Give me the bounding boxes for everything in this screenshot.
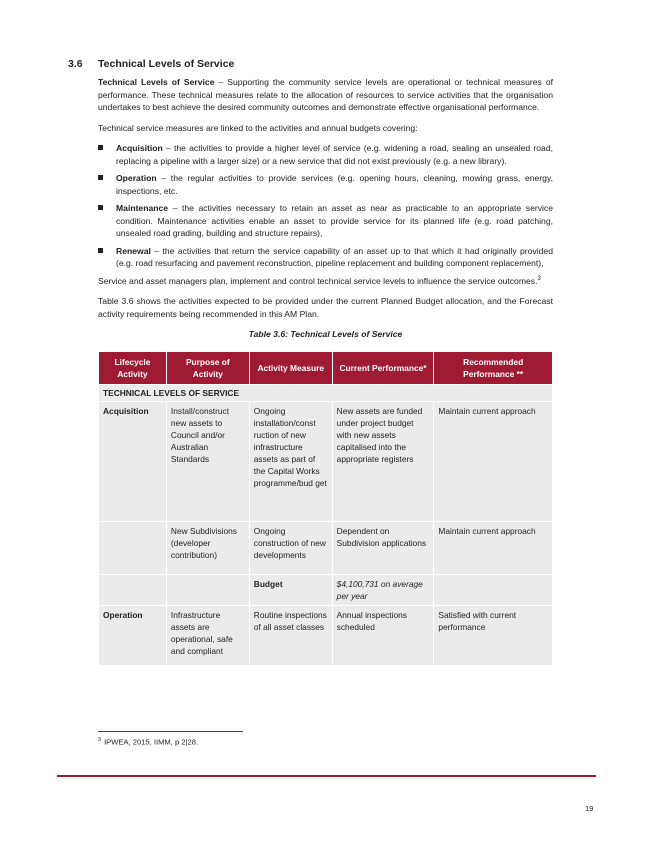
table-row: [99, 401, 553, 521]
section-content: [98, 76, 553, 666]
table-section-row: [99, 384, 553, 401]
service-paragraph: [98, 275, 553, 288]
cell-measure: Ongoing installation/const ruction of new infrastructure assets as part of the Capital Works programme/bud get: [249, 401, 332, 521]
cell-purpose: [166, 574, 249, 605]
bullet-text: – the regular activities to provide services (e.g. opening hours, cleaning, mowing grass, energy, inspections, etc.: [116, 173, 553, 196]
intro-paragraph: [98, 76, 553, 114]
cell-purpose: New Subdivisions (developer contribution): [166, 521, 249, 574]
header-lifecycle: Lifecycle Activity: [99, 351, 167, 384]
linked-paragraph: Technical service measures are linked to the activities and annual budgets covering:: [98, 122, 418, 133]
cell-recommended: Satisfied with current performance: [434, 605, 553, 665]
bullet-text: – the activities to provide a higher level of service (e.g. widening a road, sealing an unsealed road, replacing a pipeline with a larger size) or a new service that did not exist previously (e.g. a new library).: [116, 143, 553, 166]
cell-recommended: Maintain current approach: [434, 401, 553, 521]
cell-lifecycle: Operation: [99, 605, 167, 665]
footnote-divider: [98, 731, 243, 732]
bullet-term: Operation: [116, 173, 157, 183]
technical-levels-table: [98, 351, 553, 666]
section-label: TECHNICAL LEVELS OF SERVICE: [99, 384, 553, 401]
cell-recommended: Maintain current approach: [434, 521, 553, 574]
cell-purpose: Infrastructure assets are operational, safe and compliant: [166, 605, 249, 665]
table-header-row: [99, 351, 553, 384]
cell-current: Annual inspections scheduled: [332, 605, 434, 665]
bullet-term: Renewal: [116, 245, 151, 256]
section-number: 3.6: [68, 58, 83, 70]
bullet-square-icon: [98, 145, 103, 150]
service-text: Service and asset managers plan, implement and control technical service levels to influence the service outcomes.: [98, 275, 538, 286]
page-number: 19: [585, 804, 594, 813]
cell-current: New assets are funded under project budget with new assets capitalised into the appropriate registers: [332, 401, 434, 521]
bullet-square-icon: [98, 175, 103, 180]
bullet-text: – the activities that return the service capability of an asset up to that which it had originally provided (e.g. road resurfacing and pavement reconstruction, pipeline replacement and building component replacement),: [116, 245, 553, 268]
cell-current: $4,100,731 on average per year: [332, 574, 434, 605]
footnote: [98, 737, 198, 747]
page-footer-rule: [57, 775, 596, 777]
list-item: [98, 142, 553, 167]
section-title: Technical Levels of Service: [98, 58, 235, 70]
list-item: [98, 245, 553, 270]
activity-list: [98, 142, 553, 270]
bullet-square-icon: [98, 248, 103, 253]
cell-measure: Ongoing construction of new developments: [249, 521, 332, 574]
table-intro-paragraph: Table 3.6 shows the activities expected to be provided under the current Planned Budget allocation, and the Forecast activity requirements being recommended in this AM Plan.: [98, 296, 553, 319]
header-recommended: Recommended Performance **: [434, 351, 553, 384]
cell-measure: Routine inspections of all asset classes: [249, 605, 332, 665]
bullet-square-icon: [98, 205, 103, 210]
footnote-ref[interactable]: 3: [537, 275, 541, 282]
cell-purpose: Install/construct new assets to Council and/or Australian Standards: [166, 401, 249, 521]
list-item: [98, 202, 553, 240]
bullet-term: Maintenance: [116, 203, 169, 213]
bullet-term: Acquisition: [116, 143, 163, 153]
intro-lead: Technical Levels of Service: [98, 77, 215, 87]
cell-measure: Budget: [249, 574, 332, 605]
table-row: [99, 574, 553, 605]
cell-current: Dependent on Subdivision applications: [332, 521, 434, 574]
header-purpose: Purpose of Activity: [166, 351, 249, 384]
cell-lifecycle: Acquisition: [99, 401, 167, 521]
table-row: [99, 521, 553, 574]
footnote-number: 3: [98, 737, 102, 743]
footnote-text: IPWEA, 2015, IIMM, p 2|28.: [104, 737, 199, 747]
table-caption: Table 3.6: Technical Levels of Service: [248, 329, 403, 339]
bullet-text: – the activities necessary to retain an asset as near as practicable to an appropriate service condition. Maintenance activities enable an asset to provide service for its planned life (e.g. road patching, unsealed road grading, building and structure repairs),: [116, 203, 553, 238]
list-item: [98, 172, 553, 197]
cell-lifecycle: [99, 521, 167, 574]
table-row: [99, 605, 553, 665]
section-heading: [68, 58, 234, 70]
cell-recommended: [434, 574, 553, 605]
cell-lifecycle: [99, 574, 167, 605]
intro-text: – Supporting the community service levels are operational or technical measures of performance. These technical measures relate to the allocation of resources to service activities that the organisation undertakes to best achieve the desired community outcomes and demonstrate effective organisational performance.: [98, 77, 553, 112]
header-measure: Activity Measure: [249, 351, 332, 384]
header-current: Current Performance*: [332, 351, 434, 384]
